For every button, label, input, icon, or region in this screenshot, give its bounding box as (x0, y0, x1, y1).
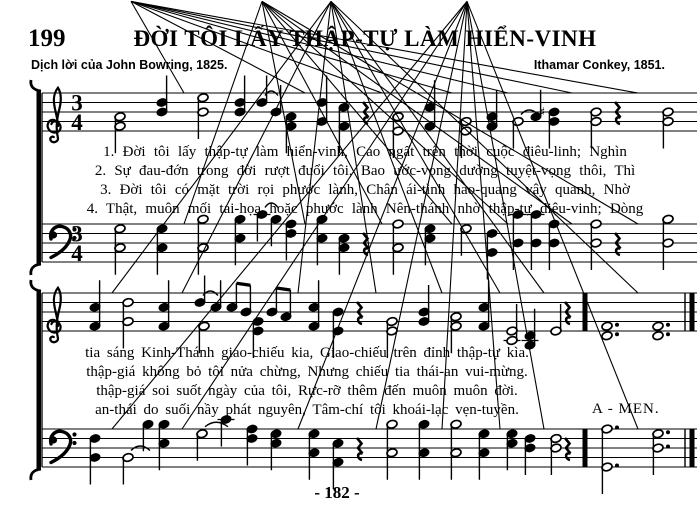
lyrics-verse-2: 2. Sự đau-đớn trong đời rượt đuổi tôi, Bao ước-vọng dường tuyệt-vọng thôi, Thì (94, 163, 636, 179)
translation-credit: Dịch lời của John Bowring, 1825. (31, 58, 228, 72)
svg-text:3: 3 (71, 90, 83, 116)
page-title: ĐỜI TÔI LẤY THẬP-TỰ LÀM HIỂN-VINH (133, 26, 597, 51)
lyrics-verse-1: 1. Đời tôi lấy thập-tự làm hiển-vinh, Cao ngất trên thời cuộc điêu-linh; Nghìn (103, 144, 627, 160)
svg-text:4: 4 (71, 110, 83, 135)
lyrics-verse-3-cont: thập-giá soi suốt ngày của tôi, Rực-rỡ thêm đến muôn muôn đời. (96, 383, 518, 399)
lyrics-verse-1-cont: tia sáng Kinh-Thánh giao-chiếu kia, Giao-chiếu trên đỉnh thập-tự kìa. (85, 345, 529, 361)
page-number: - 182 - (314, 483, 360, 502)
svg-text:4: 4 (71, 241, 83, 266)
lyrics-verse-4: 4. Thật, muôn mối tai-họa hoặc phước lành Nên-thánh nhờ thập-tự diệu-vinh; Dòng (86, 201, 644, 217)
svg-text:3: 3 (71, 221, 83, 247)
hymn-number: 199 (28, 25, 66, 52)
svg-text:♯: ♯ (538, 105, 546, 121)
lyrics-verse-2-cont: thập-giá không bỏ tôi nửa chừng, Nhưng chiếu tia thái-an vui-mừng. (86, 364, 528, 380)
lyrics-verse-3: 3. Đời tôi có mặt trời rọi phước lành, Chân ái-tình hào-quang vây quanh, Nhờ (100, 182, 630, 198)
composer-credit: Ithamar Conkey, 1851. (533, 58, 665, 72)
amen-text: A - MEN. (592, 401, 660, 417)
lyrics-verse-4-cont: an-thái do suối nầy phát nguyên, Tâm-chí tôi khoái-lạc vẹn-tuyền. (95, 402, 519, 418)
